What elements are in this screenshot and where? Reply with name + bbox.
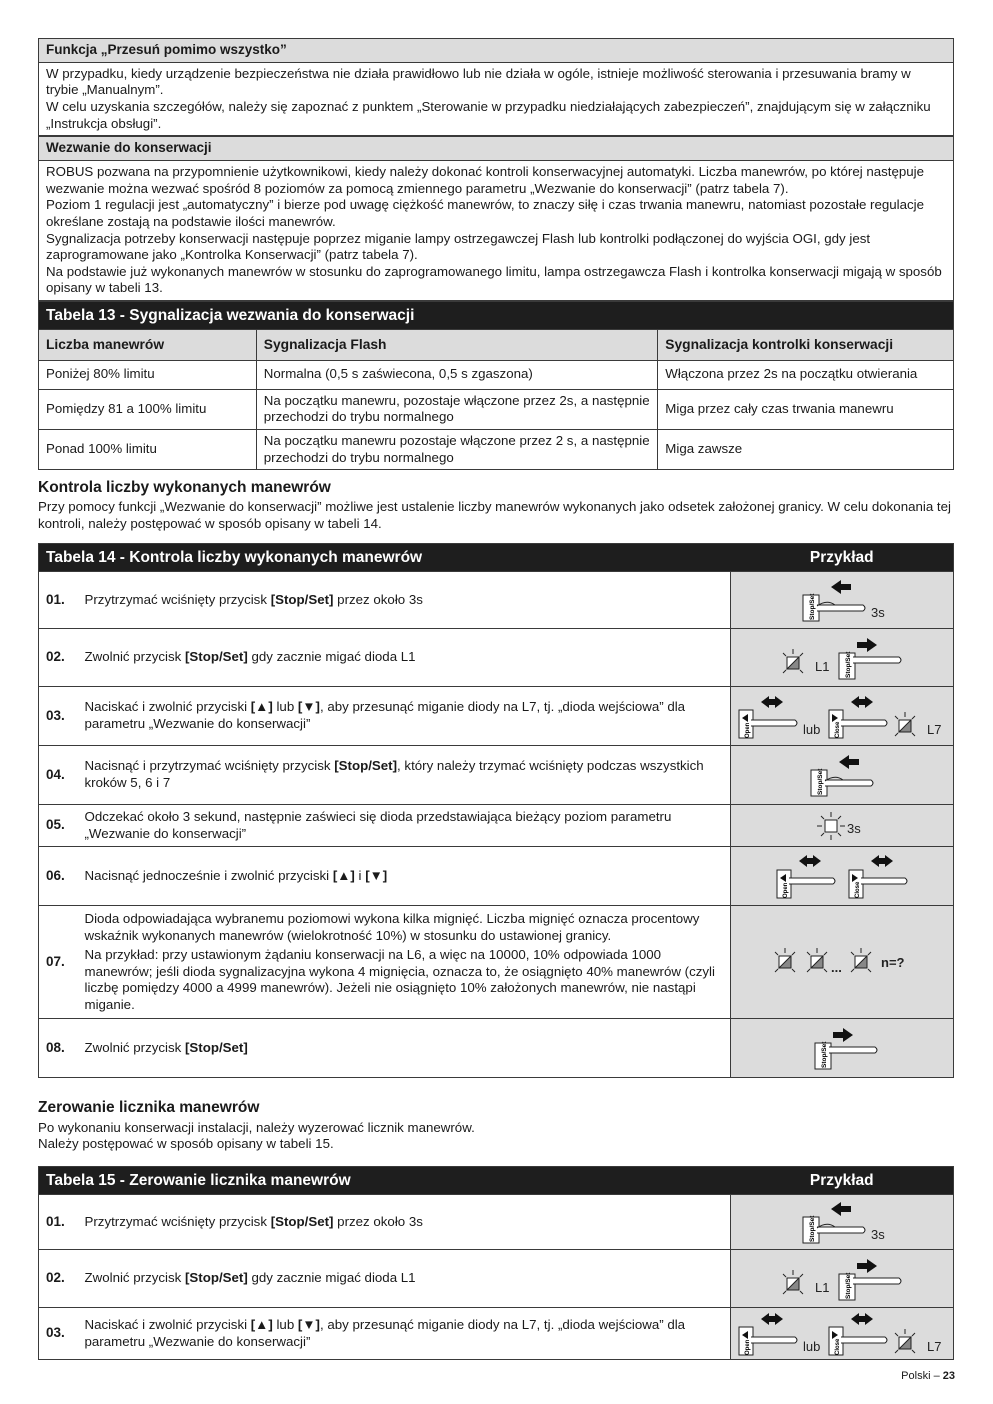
stopset-button-icon bbox=[811, 768, 873, 796]
svg-text:lub: lub bbox=[803, 722, 821, 738]
svg-text:Stop/Set: Stop/Set bbox=[821, 1041, 828, 1069]
svg-text:lub: lub bbox=[803, 1338, 821, 1354]
table-cell: Normalna (0,5 s zaświecona, 0,5 s zgaszona) bbox=[256, 360, 658, 389]
step-row bbox=[39, 1308, 954, 1360]
step-text: Zwolnić przycisk [Stop/Set] gdy zacznie migać dioda L1 bbox=[83, 1250, 731, 1308]
step-text: Naciskać i zwolnić przyciski [▲] lub [▼], aby przesunąć miganie diody na L7, tj. „dioda wejściowa” dla parametru „Wezwanie do konserwacji” bbox=[83, 687, 731, 746]
svg-text:L1: L1 bbox=[815, 1279, 830, 1295]
step-number: 04. bbox=[39, 746, 83, 805]
example-hold-stopset bbox=[731, 746, 954, 805]
table-cell: Ponad 100% limitu bbox=[39, 429, 257, 469]
stopset-button-icon bbox=[803, 1215, 865, 1243]
svg-text:Close: Close bbox=[835, 721, 841, 739]
step-row bbox=[39, 572, 954, 629]
stopset-button-icon bbox=[803, 593, 865, 621]
section-heading: Zerowanie licznika manewrów bbox=[38, 1099, 260, 1117]
table-title: Tabela 13 - Sygnalizacja wezwania do konserwacji bbox=[39, 302, 954, 330]
step-row bbox=[39, 629, 954, 687]
led-blinking-icon bbox=[895, 1329, 915, 1353]
svg-text:Stop/Set: Stop/Set bbox=[817, 768, 824, 796]
close-button-icon bbox=[849, 870, 907, 898]
step-text: Zwolnić przycisk [Stop/Set] bbox=[83, 1019, 731, 1078]
table-14 bbox=[38, 543, 954, 1079]
example-header: Przykład bbox=[731, 543, 954, 571]
example-header: Przykład bbox=[731, 1166, 954, 1194]
table-cell: Na początku manewru pozostaje włączone przez 2 s, a następnie przechodzi do trybu normalnego bbox=[256, 429, 658, 469]
arrow-right-icon bbox=[857, 638, 877, 652]
svg-text:n=?: n=? bbox=[881, 955, 905, 971]
close-button-icon bbox=[829, 1327, 887, 1355]
info-box-move-anyway bbox=[38, 38, 954, 136]
section-intro: Przy pomocy funkcji „Wezwanie do konserwacji” możliwe jest ustalenie liczby manewrów wykonanych jako odsetek założonej granicy. W celu dokonania tej kontroli, należy postępować w sposób opisany w tabeli 14. bbox=[38, 499, 951, 532]
double-arrow-icon bbox=[851, 696, 873, 708]
table-15 bbox=[38, 1166, 954, 1360]
table-cell: Pomiędzy 81 a 100% limitu bbox=[39, 389, 257, 429]
svg-text:Open: Open bbox=[745, 722, 751, 739]
paragraph: Na podstawie już wykonanych manewrów w stosunku do zaprogramowanego limitu, lampa ostrzegawcza Flash i kontrolka konserwacji migają w sposób opisany w tabeli 13. bbox=[46, 263, 942, 296]
svg-text:3s: 3s bbox=[847, 820, 861, 836]
step-number: 01. bbox=[39, 572, 83, 629]
double-arrow-icon bbox=[761, 696, 783, 708]
svg-text:Open: Open bbox=[783, 882, 789, 899]
svg-text:...: ... bbox=[831, 960, 842, 976]
step-row bbox=[39, 1195, 954, 1250]
close-button-icon bbox=[829, 710, 887, 738]
table-cell: Na początku manewru, pozostaje włączone przez 2s, a następnie przechodzi do trybu normalnego bbox=[256, 389, 658, 429]
step-row bbox=[39, 1250, 954, 1308]
step-text: Odczekać około 3 sekund, następnie zaświeci się dioda przedstawiająca bieżący poziom parametru „Wezwanie do konserwacji” bbox=[83, 805, 731, 847]
step-text: Nacisnąć i przytrzymać wciśnięty przycisk [Stop/Set], który należy trzymać wciśnięty podczas wszystkich kroków 5, 6 i 7 bbox=[83, 746, 731, 805]
svg-text:Open: Open bbox=[745, 1339, 751, 1355]
table-row bbox=[39, 360, 954, 389]
step-number: 03. bbox=[39, 1308, 83, 1360]
open-button-icon bbox=[739, 1327, 797, 1355]
box-title: Wezwanie do konserwacji bbox=[39, 137, 953, 161]
example-release-stopset bbox=[731, 1019, 954, 1078]
stopset-label: Stop/Set bbox=[809, 593, 816, 621]
footer-language: Polski – bbox=[901, 1370, 943, 1382]
box-body bbox=[39, 161, 953, 301]
box-title: Funkcja „Przesuń pomimo wszystko” bbox=[39, 39, 953, 63]
step-number: 08. bbox=[39, 1019, 83, 1078]
arrow-left-icon bbox=[831, 580, 851, 594]
table-row bbox=[39, 389, 954, 429]
table-title: Tabela 14 - Kontrola liczby wykonanych manewrów bbox=[39, 543, 731, 571]
section-intro: Po wykonaniu konserwacji instalacji, należy wyzerować licznik manewrów. bbox=[38, 1119, 475, 1135]
section-heading: Kontrola liczby wykonanych manewrów bbox=[38, 479, 331, 497]
section-intro: Należy postępować w sposób opisany w tabeli 15. bbox=[38, 1136, 334, 1152]
step-number: 03. bbox=[39, 687, 83, 746]
step-row bbox=[39, 746, 954, 805]
column-header: Liczba manewrów bbox=[39, 330, 257, 360]
table-cell: Miga przez cały czas trwania manewru bbox=[658, 389, 954, 429]
svg-text:Close: Close bbox=[835, 1338, 841, 1355]
double-arrow-icon bbox=[871, 855, 893, 867]
stopset-button-icon bbox=[839, 1272, 901, 1300]
page-number: 23 bbox=[942, 1370, 955, 1382]
svg-text:L7: L7 bbox=[927, 722, 942, 738]
paragraph: Sygnalizacja potrzeby konserwacji następuje poprzez miganie lampy ostrzegawczej Flash lub kontrolki podłączonej do wyjścia OGI, gdy jest zaprogramowane jako „Kontrolka Konserwacji” (patrz tabela 7). bbox=[46, 230, 871, 263]
step-text: Naciskać i zwolnić przyciski [▲] lub [▼], aby przesunąć miganie diody na L7, tj. „dioda wejściowa” dla parametru „Wezwanie do konserwacji” bbox=[83, 1308, 731, 1360]
svg-text:Stop/Set: Stop/Set bbox=[845, 651, 852, 678]
table-cell: Poniżej 80% limitu bbox=[39, 360, 257, 389]
paragraph: Poziom 1 regulacji jest „automatyczny” i bierze pod uwagę ciężkość manewrów, to znaczy siłę i czas trwania manewru, natomiast pozostałe regulacje określane zostają na podstawie ilości manewrów. bbox=[46, 197, 924, 230]
led-blinking-icon bbox=[775, 948, 795, 972]
step-text: Przytrzymać wciśnięty przycisk [Stop/Set] przez około 3s bbox=[83, 572, 731, 629]
arrow-right-icon bbox=[833, 1028, 853, 1042]
step-row bbox=[39, 1019, 954, 1078]
step-row bbox=[39, 805, 954, 847]
arrow-right-icon bbox=[857, 1259, 877, 1273]
step-row bbox=[39, 847, 954, 906]
step-text: Zwolnić przycisk [Stop/Set] gdy zacznie migać dioda L1 bbox=[83, 629, 731, 687]
led-blinking-icon bbox=[783, 649, 803, 673]
double-arrow-icon bbox=[799, 855, 821, 867]
info-box-maintenance-call bbox=[38, 136, 954, 301]
stopset-button-icon bbox=[815, 1041, 877, 1069]
example-release-stopset bbox=[731, 629, 954, 687]
paragraph: W przypadku, kiedy urządzenie bezpieczeństwa nie działa prawidłowo lub nie działa w ogóle, istnieje możliwość sterowania i przesuwania bramy w trybie „Manualnym”. bbox=[46, 65, 911, 98]
table-cell: Miga zawsze bbox=[658, 429, 954, 469]
table-title: Tabela 15 - Zerowanie licznika manewrów bbox=[39, 1166, 731, 1194]
arrow-left-icon bbox=[839, 755, 859, 769]
table-cell: Włączona przez 2s na początku otwierania bbox=[658, 360, 954, 389]
example-press-both bbox=[731, 847, 954, 906]
double-arrow-icon bbox=[851, 1313, 873, 1325]
example-release-stopset bbox=[731, 1250, 954, 1308]
step-number: 07. bbox=[39, 906, 83, 1019]
step-number: 06. bbox=[39, 847, 83, 906]
led-blinking-icon bbox=[851, 948, 871, 972]
example-press-hold-stopset bbox=[731, 1195, 954, 1250]
open-button-icon bbox=[777, 870, 835, 898]
open-button-icon bbox=[739, 710, 797, 738]
svg-text:3s: 3s bbox=[871, 605, 885, 621]
double-arrow-icon bbox=[761, 1313, 783, 1325]
table-13 bbox=[38, 301, 954, 470]
example-open-close-buttons bbox=[731, 687, 954, 746]
paragraph: W celu uzyskania szczegółów, należy się zapoznać z punktem „Sterowanie w przypadku niedziałających zabezpieczeń”, znajdującym się w załączniku „Instrukcja obsługi”. bbox=[46, 99, 931, 131]
step-text: Dioda odpowiadająca wybranemu poziomowi wykona kilka mignięć. Liczba mignięć oznacza procentowy wskaźnik wykonanych manewrów (wielokrotność 10%) w stosunku do ustawionej granicy. Na przykład: przy ustawionym żądaniu konserwacji na L6, a więc na 10000, 10% odpowiada 1000 manewrów; jeśli dioda sygnalizacyjna wykona 4 mignięcia, oznacza to, że osiągnięto 40% manewrów (czyli liczbę pomiędzy 4000 a 4999 manewrów). Jeżeli nie osiągnięto 10% założonych manewrów, nie nastąpi miganie. bbox=[83, 906, 731, 1019]
box-body bbox=[39, 63, 953, 136]
led-blinking-icon bbox=[807, 948, 827, 972]
led-blinking-icon bbox=[895, 712, 915, 736]
svg-text:3s: 3s bbox=[871, 1227, 885, 1243]
step-number: 05. bbox=[39, 805, 83, 847]
svg-text:Stop/Set: Stop/Set bbox=[809, 1215, 816, 1243]
step-number: 02. bbox=[39, 1250, 83, 1308]
led-blinking-icon bbox=[783, 1270, 803, 1294]
example-press-hold-stopset bbox=[731, 572, 954, 629]
column-header: Sygnalizacja Flash bbox=[256, 330, 658, 360]
example-led-blinks bbox=[731, 906, 954, 1019]
column-header: Sygnalizacja kontrolki konserwacji bbox=[658, 330, 954, 360]
document-page bbox=[38, 38, 954, 1360]
svg-text:Stop/Set: Stop/Set bbox=[845, 1272, 852, 1299]
svg-text:L7: L7 bbox=[927, 1338, 942, 1354]
svg-text:L1: L1 bbox=[815, 658, 830, 674]
step-number: 01. bbox=[39, 1195, 83, 1250]
arrow-left-icon bbox=[831, 1202, 851, 1216]
step-row bbox=[39, 906, 954, 1019]
step-text: Nacisnąć jednocześnie i zwolnić przyciski [▲] i [▼] bbox=[83, 847, 731, 906]
example-open-close-buttons bbox=[731, 1308, 954, 1360]
led-on-icon bbox=[817, 812, 845, 840]
example-led-on bbox=[731, 805, 954, 847]
svg-text:Close: Close bbox=[855, 881, 861, 899]
table-row bbox=[39, 429, 954, 469]
step-row bbox=[39, 687, 954, 746]
page-footer bbox=[901, 1370, 955, 1384]
stopset-button-icon bbox=[839, 650, 901, 678]
paragraph: ROBUS pozwana na przypomnienie użytkownikowi, kiedy należy dokonać kontroli konserwacyjnej automatyki. Liczba manewrów, po której następuje wezwanie można wezwać spośród 8 poziomów za pomocą zmiennego parametru „Wezwanie do konserwacji” (patrz tabela 7). bbox=[46, 164, 925, 196]
step-text: Przytrzymać wciśnięty przycisk [Stop/Set] przez około 3s bbox=[83, 1195, 731, 1250]
step-number: 02. bbox=[39, 629, 83, 687]
